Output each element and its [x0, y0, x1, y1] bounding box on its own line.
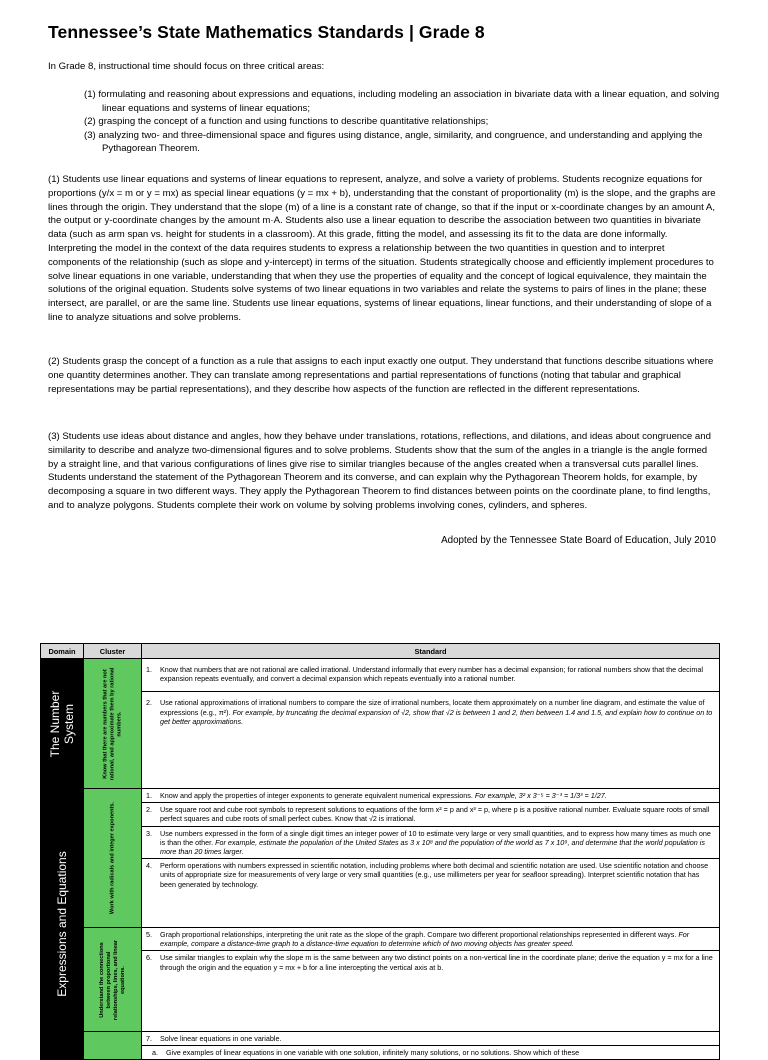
- standard-text: [160, 829, 715, 857]
- intro-text: In Grade 8, instructional time should focus on three critical areas:: [48, 61, 325, 72]
- standard-number: 1.: [146, 791, 152, 800]
- standard-item: [142, 1032, 719, 1045]
- standard-text: [160, 665, 715, 683]
- standard-number: 5.: [146, 930, 152, 939]
- paragraph-area-1: (1) Students use linear equations and systems of linear equations to represent, analyze, and solve a variety of problems. Students recognize equations for proportions (y/x = m or y = mx) as special linear equations (y = mx + b), understanding that the constant of proportionality (m) is the slope, and the graphs are lines through the origin. They understand that the slope (m) of a line is a constant rate of change, so that if the input or x-coordinate changes by an amount A, the output or y-coordinate changes by the amount m·A. Students also use a linear equation to describe the association between two quantities in bivariate data (such as arm span vs. height for students in a classroom). At this grade, fitting the model, and assessing its fit to the data are done informally. Interpreting the model in the context of the data requires students to express a relationship between the two quantities in question and to interpret components of the relationship (such as slope and y-intercept) in terms of the situation. Students strategically choose and efficiently implement procedures to solve linear equations in one variable, understanding that when they use the properties of equality and the concept of logical equivalence, they maintain the solutions of the original equation. Students solve systems of two linear equations in two variables and relate the systems to pairs of lines in the plane; these intersect, are parallel, or are the same line. Students use linear equations, systems of linear equations, linear functions, and their understanding of slope of a line to analyze situations and solve problems.: [48, 174, 716, 323]
- cluster-cell: [84, 659, 142, 789]
- cluster-label: Work with radicals and integer exponents.: [109, 801, 115, 915]
- standards-cell: [142, 789, 720, 928]
- standard-main-text: Use square root and cube root symbols to represent solutions to equations of the form x² = p and x³ = p, where p is a positive rational number. Evaluate square roots of small perfect squares and cube roots of small perfect cubes. Know that √2 is irrational.: [160, 805, 710, 824]
- cluster-cell: [84, 1032, 142, 1060]
- standards-cell: [142, 928, 720, 1032]
- paragraph-area-2: (2) Students grasp the concept of a function as a rule that assigns to each input exactly one output. They understand that functions describe situations where one quantity determines another. They can translate among representations and partial representations of functions (noting that tabular and graphical representations may be partial representations), and they describe how aspects of the function are reflected in the different representations.: [48, 356, 714, 395]
- standard-number: 2.: [146, 805, 152, 815]
- standard-item: [142, 691, 719, 734]
- standard-item: [142, 928, 719, 950]
- domain-cell: [41, 789, 84, 1060]
- standard-item: [142, 950, 719, 973]
- standard-text: [166, 1048, 715, 1057]
- table-row: [41, 928, 720, 1032]
- standard-text: [160, 930, 715, 948]
- critical-area-item: (2) grasping the concept of a function and using functions to describe quantitative relationships;: [84, 116, 489, 128]
- page-title: Tennessee’s State Mathematics Standards | Grade 8: [48, 22, 485, 42]
- standard-text: [160, 1034, 715, 1043]
- cluster-label: Understand the connections between proportional relationships, lines, and linear equations.: [98, 939, 126, 1020]
- standard-item: [142, 802, 719, 825]
- header-cluster: Cluster: [84, 644, 142, 659]
- standards-table: [40, 643, 720, 1060]
- paragraph-area-3: (3) Students use ideas about distance and angles, how they behave under translations, rotations, reflections, and dilations, and ideas about congruence and similarity to describe and analyze two-dimensional figures and to solve problems. Students show that the sum of the angles in a triangle is the angle formed by a straight line, and that various configurations of lines give rise to similar triangles because of the angles created when a transversal cuts parallel lines. Students understand the statement of the Pythagorean Theorem and its converse, and can explain why the Pythagorean Theorem holds, for example, by decomposing a square in two different ways. They apply the Pythagorean Theorem to find distances between points on the coordinate plane, to find lengths, and to analyze polygons. Students complete their work on volume by solving problems involving cones, cylinders, and spheres.: [48, 431, 711, 511]
- standard-number: a.: [152, 1048, 158, 1058]
- critical-area-item: (1) formulating and reasoning about expressions and equations, including modeling an association in bivariate data with a linear equation, and solving linear equations and systems of linear equations;: [84, 89, 720, 114]
- standard-item: [142, 826, 719, 859]
- standard-item: [142, 789, 719, 802]
- standard-number: 3.: [146, 828, 152, 838]
- standard-number: 1.: [146, 665, 152, 674]
- standard-main-text: Give examples of linear equations in one variable with one solution, infinitely many solutions, or no solutions. Show which of these: [166, 1048, 580, 1058]
- cluster-cell: [84, 789, 142, 928]
- cluster-cell: [84, 928, 142, 1032]
- standard-main-text: Use similar triangles to explain why the slope m is the same between any two distinct points on a non-vertical line in the coordinate plane; derive the equation y = mx for a line through the origin and the equation y = mx + b for a line intercepting the vertical axis at b.: [160, 953, 713, 972]
- standard-text: [160, 791, 715, 800]
- critical-area-item: (3) analyzing two- and three-dimensional space and figures using distance, angle, similarity, and congruence, and understanding and applying the Pythagorean Theorem.: [84, 129, 703, 155]
- standard-text: [160, 953, 715, 971]
- standard-main-text: Know that numbers that are not rational are called irrational. Understand informally that every number has a decimal expansion; for rational numbers show that the decimal expansion repeats eventually, and convert a decimal expansion which repeats eventually into a rational number.: [160, 665, 703, 684]
- table-header-row: [41, 644, 720, 659]
- table-row: [41, 1032, 720, 1060]
- standard-item: [142, 1045, 719, 1059]
- standard-example: For example, estimate the population of the United States as 3 x 10⁸ and the population of the world as 7 x 10⁹, and determine that the world population is more than 20 times larger.: [160, 837, 705, 857]
- header-domain: Domain: [41, 644, 84, 659]
- standard-number: 6.: [146, 953, 152, 963]
- table-row: [41, 789, 720, 928]
- standard-main-text: Perform operations with numbers expressed in scientific notation, including problems where both decimal and scientific notation are used. Use scientific notation and choose units of appropriate size for measurements of very large or very small quantities (e.g., use millimeters per year for seafloor spreading). Interpret scientific notation that has been generated by technology.: [160, 861, 709, 889]
- standard-item: [142, 858, 719, 891]
- standard-main-text: Graph proportional relationships, interpreting the unit rate as the slope of the graph. Compare two different proportional relationships represented in different ways.: [160, 930, 677, 939]
- standard-example: For example, 3² x 3⁻⁵ = 3⁻³ = 1/3³ = 1/27.: [472, 791, 607, 800]
- critical-areas-list: [84, 88, 724, 156]
- standard-number: 7.: [146, 1034, 152, 1043]
- cluster-label: Know that there are numbers that are not rational, and approximate them by rational numbers.: [102, 667, 122, 780]
- adoption-note: Adopted by the Tennessee State Board of Education, July 2010: [441, 535, 716, 546]
- standards-cell: [142, 1032, 720, 1060]
- standard-main-text: Know and apply the properties of integer exponents to generate equivalent numerical expressions.: [160, 791, 473, 800]
- domain-cell: [41, 659, 84, 789]
- standards-cell: [142, 659, 720, 789]
- header-standard: Standard: [142, 644, 720, 659]
- domain-label: The Number System: [48, 690, 76, 757]
- domain-label: Expressions and Equations: [55, 851, 69, 997]
- standard-example: For example, by truncating the decimal expansion of √2, show that √2 is between 1 and 2, then between 1.4 and 1.5, and explain how to continue on to get better approximations.: [160, 707, 713, 726]
- standard-item: [142, 659, 719, 691]
- standard-main-text: Use numbers expressed in the form of a single digit times an integer power of 10 to estimate very large or very small quantities, and to express how many times as much one is than the other.: [160, 828, 711, 847]
- standard-text: [160, 861, 715, 889]
- standard-text: [160, 805, 715, 823]
- standard-main-text: Use rational approximations of irrational numbers to compare the size of irrational numbers, locate them approximately on a number line diagram, and estimate the value of expressions (e.g., π²).: [160, 698, 705, 717]
- table-row: [41, 659, 720, 789]
- standard-number: 2.: [146, 698, 152, 708]
- standard-main-text: Solve linear equations in one variable.: [160, 1034, 282, 1043]
- standard-example: For example, compare a distance-time graph to a distance-time equation to determine which of two moving objects has greater speed.: [160, 930, 690, 949]
- standard-number: 4.: [146, 861, 152, 871]
- standard-text: [160, 698, 715, 726]
